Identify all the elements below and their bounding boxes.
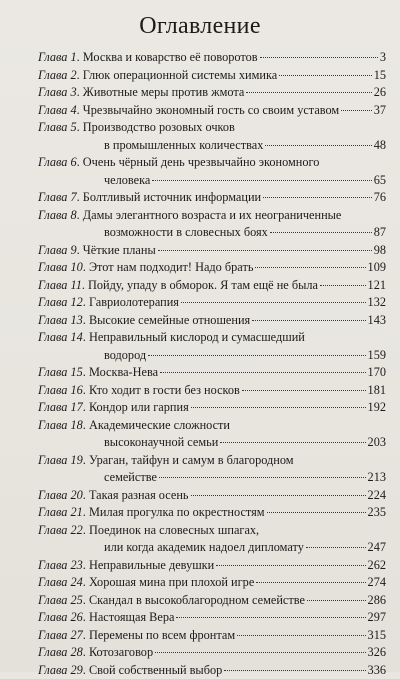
label-separator: . bbox=[83, 329, 89, 347]
chapter-title: Москва и коварство её поворотов bbox=[83, 49, 258, 67]
chapter-title: Свой собственный выбор bbox=[89, 662, 222, 679]
chapter-label: Глава 28 bbox=[38, 644, 83, 662]
chapter-label: Глава 27 bbox=[38, 627, 83, 645]
toc-entry-row bbox=[38, 67, 386, 85]
page-number: 235 bbox=[368, 504, 386, 522]
chapter-title-continuation bbox=[38, 347, 386, 365]
chapter-title: Очень чёрный день чрезвычайно экономного bbox=[83, 154, 320, 172]
dot-leader bbox=[242, 390, 366, 391]
page-number: 76 bbox=[374, 189, 386, 207]
dot-leader bbox=[191, 407, 366, 408]
label-separator: . bbox=[77, 102, 83, 120]
chapter-label: Глава 24 bbox=[38, 574, 83, 592]
toc-entry bbox=[38, 242, 386, 260]
chapter-label: Глава 1 bbox=[38, 49, 77, 67]
label-separator: . bbox=[83, 662, 89, 679]
toc-entry-row bbox=[38, 522, 386, 540]
toc-entry bbox=[38, 522, 386, 557]
page-number: 213 bbox=[368, 469, 386, 487]
chapter-title-line: высоконаучной семьи bbox=[104, 434, 218, 452]
dot-leader bbox=[255, 267, 365, 268]
page-number: 26 bbox=[374, 84, 386, 102]
chapter-label: Глава 4 bbox=[38, 102, 77, 120]
page-number: 181 bbox=[368, 382, 386, 400]
page-number: 247 bbox=[368, 539, 386, 557]
page-number: 121 bbox=[368, 277, 386, 295]
chapter-title: Милая прогулка по окрестностям bbox=[89, 504, 265, 522]
chapter-label: Глава 26 bbox=[38, 609, 83, 627]
label-separator: . bbox=[77, 242, 83, 260]
dot-leader bbox=[181, 302, 366, 303]
dot-leader bbox=[220, 442, 365, 443]
label-separator: . bbox=[83, 592, 89, 610]
chapter-title: Настоящая Вера bbox=[89, 609, 175, 627]
toc-entry-row bbox=[38, 662, 386, 679]
label-separator: . bbox=[77, 49, 83, 67]
chapter-title: Ураган, тайфун и самум в благородном bbox=[89, 452, 294, 470]
label-separator: . bbox=[83, 644, 89, 662]
page-number: 336 bbox=[368, 662, 386, 679]
toc-entry bbox=[38, 399, 386, 417]
chapter-title: Чёткие планы bbox=[83, 242, 156, 260]
toc-entry bbox=[38, 662, 386, 679]
chapter-label: Глава 29 bbox=[38, 662, 83, 679]
chapter-title: Котозаговор bbox=[89, 644, 153, 662]
chapter-title: Поединок на словесных шпагах, bbox=[89, 522, 259, 540]
chapter-title-continuation bbox=[38, 224, 386, 242]
dot-leader bbox=[320, 285, 366, 286]
toc-entry-row bbox=[38, 102, 386, 120]
page-number: 170 bbox=[368, 364, 386, 382]
chapter-title: Дамы элегантного возраста и их неограниченные bbox=[83, 207, 342, 225]
toc-entry-row bbox=[38, 364, 386, 382]
chapter-label: Глава 21 bbox=[38, 504, 83, 522]
chapter-title: Гавриолотерапия bbox=[89, 294, 179, 312]
label-separator: . bbox=[83, 417, 89, 435]
label-separator: . bbox=[77, 119, 83, 137]
toc-entry-row bbox=[38, 399, 386, 417]
chapter-title: Хорошая мина при плохой игре bbox=[89, 574, 254, 592]
toc-entry bbox=[38, 84, 386, 102]
chapter-label: Глава 8 bbox=[38, 207, 77, 225]
chapter-title: Пойду, упаду в обморок. Я там ещё не была bbox=[88, 277, 318, 295]
chapter-title: Неправильные девушки bbox=[89, 557, 214, 575]
dot-leader bbox=[176, 617, 365, 618]
label-separator: . bbox=[83, 522, 89, 540]
chapter-title: Кондор или гарпия bbox=[89, 399, 189, 417]
toc-entry bbox=[38, 592, 386, 610]
chapter-label: Глава 10 bbox=[38, 259, 83, 277]
label-separator: . bbox=[82, 277, 88, 295]
toc-entry bbox=[38, 102, 386, 120]
dot-leader bbox=[265, 145, 371, 146]
page-number: 286 bbox=[368, 592, 386, 610]
page-number: 3 bbox=[380, 49, 386, 67]
chapter-title: Болтливый источник информации bbox=[83, 189, 261, 207]
chapter-title: Такая разная осень bbox=[89, 487, 189, 505]
toc-entry-row bbox=[38, 49, 386, 67]
dot-leader bbox=[224, 670, 365, 671]
label-separator: . bbox=[83, 294, 89, 312]
label-separator: . bbox=[83, 574, 89, 592]
label-separator: . bbox=[83, 487, 89, 505]
chapter-title: Москва-Нева bbox=[89, 364, 158, 382]
chapter-title-continuation bbox=[38, 434, 386, 452]
chapter-label: Глава 20 bbox=[38, 487, 83, 505]
chapter-label: Глава 14 bbox=[38, 329, 83, 347]
dot-leader bbox=[155, 652, 365, 653]
toc-entry bbox=[38, 277, 386, 295]
chapter-title: Высокие семейные отношения bbox=[89, 312, 250, 330]
toc-entry-row bbox=[38, 207, 386, 225]
chapter-title: Животные меры против жмота bbox=[83, 84, 245, 102]
dot-leader bbox=[159, 477, 366, 478]
dot-leader bbox=[341, 110, 371, 111]
toc-entry-row bbox=[38, 417, 386, 435]
page-number: 224 bbox=[368, 487, 386, 505]
chapter-title: Неправильный кислород и сумасшедший bbox=[89, 329, 305, 347]
dot-leader bbox=[216, 565, 365, 566]
label-separator: . bbox=[83, 259, 89, 277]
toc-entry-row bbox=[38, 382, 386, 400]
label-separator: . bbox=[83, 557, 89, 575]
chapter-label: Глава 13 bbox=[38, 312, 83, 330]
toc-entry bbox=[38, 67, 386, 85]
chapter-title-line: водород bbox=[104, 347, 146, 365]
page-number: 159 bbox=[368, 347, 386, 365]
dot-leader bbox=[252, 320, 365, 321]
label-separator: . bbox=[83, 504, 89, 522]
chapter-label: Глава 3 bbox=[38, 84, 77, 102]
label-separator: . bbox=[77, 207, 83, 225]
page-number: 15 bbox=[374, 67, 386, 85]
chapter-title-continuation bbox=[38, 172, 386, 190]
toc-entry-row bbox=[38, 574, 386, 592]
chapter-title-line: или когда академик надоел дипломату bbox=[104, 539, 304, 557]
label-separator: . bbox=[77, 189, 83, 207]
label-separator: . bbox=[77, 154, 83, 172]
page-number: 315 bbox=[368, 627, 386, 645]
toc-entry bbox=[38, 49, 386, 67]
toc-entry bbox=[38, 627, 386, 645]
toc-entry-row bbox=[38, 312, 386, 330]
dot-leader bbox=[158, 250, 372, 251]
toc-entry bbox=[38, 312, 386, 330]
dot-leader bbox=[306, 547, 366, 548]
dot-leader bbox=[148, 355, 365, 356]
page-number: 297 bbox=[368, 609, 386, 627]
label-separator: . bbox=[77, 67, 83, 85]
chapter-label: Глава 25 bbox=[38, 592, 83, 610]
toc-entry-row bbox=[38, 452, 386, 470]
dot-leader bbox=[270, 232, 372, 233]
page-number: 132 bbox=[368, 294, 386, 312]
page-number: 203 bbox=[368, 434, 386, 452]
chapter-label: Глава 12 bbox=[38, 294, 83, 312]
toc-entry-row bbox=[38, 504, 386, 522]
toc-entry-row bbox=[38, 84, 386, 102]
chapter-title: Перемены по всем фронтам bbox=[89, 627, 235, 645]
toc-entry-row bbox=[38, 557, 386, 575]
toc-entry bbox=[38, 207, 386, 242]
toc-entry bbox=[38, 329, 386, 364]
toc-entry bbox=[38, 382, 386, 400]
dot-leader bbox=[260, 57, 378, 58]
dot-leader bbox=[191, 495, 366, 496]
chapter-title: Глюк операционной системы химика bbox=[83, 67, 277, 85]
chapter-label: Глава 18 bbox=[38, 417, 83, 435]
toc-entry bbox=[38, 557, 386, 575]
toc-entry bbox=[38, 609, 386, 627]
page-number: 65 bbox=[374, 172, 386, 190]
toc-entry bbox=[38, 574, 386, 592]
dot-leader bbox=[160, 372, 365, 373]
page-number: 262 bbox=[368, 557, 386, 575]
chapter-label: Глава 5 bbox=[38, 119, 77, 137]
toc-entry-row bbox=[38, 627, 386, 645]
dot-leader bbox=[279, 75, 371, 76]
chapter-title: Академические сложности bbox=[89, 417, 230, 435]
toc-entry-row bbox=[38, 592, 386, 610]
chapter-title-line: в промышленных количествах bbox=[104, 137, 263, 155]
chapter-title-line: возможности в словесных боях bbox=[104, 224, 268, 242]
toc-entry bbox=[38, 189, 386, 207]
dot-leader bbox=[263, 197, 372, 198]
toc-entry-row bbox=[38, 259, 386, 277]
chapter-title-continuation bbox=[38, 469, 386, 487]
label-separator: . bbox=[83, 452, 89, 470]
toc-entry-row bbox=[38, 329, 386, 347]
dot-leader bbox=[307, 600, 366, 601]
chapter-title-continuation bbox=[38, 137, 386, 155]
dot-leader bbox=[246, 92, 371, 93]
dot-leader bbox=[267, 512, 366, 513]
chapter-label: Глава 2 bbox=[38, 67, 77, 85]
chapter-title: Скандал в высокоблагородном семействе bbox=[89, 592, 305, 610]
dot-leader bbox=[152, 180, 371, 181]
chapter-label: Глава 23 bbox=[38, 557, 83, 575]
toc-entry-row bbox=[38, 294, 386, 312]
chapter-label: Глава 9 bbox=[38, 242, 77, 260]
chapter-title-line: человека bbox=[104, 172, 150, 190]
page-title: Оглавление bbox=[0, 12, 400, 40]
chapter-label: Глава 16 bbox=[38, 382, 83, 400]
toc-entry bbox=[38, 487, 386, 505]
toc-entry-row bbox=[38, 154, 386, 172]
page-number: 109 bbox=[368, 259, 386, 277]
page-number: 87 bbox=[374, 224, 386, 242]
table-of-contents bbox=[38, 49, 386, 679]
chapter-title-line: семействе bbox=[104, 469, 157, 487]
page-number: 37 bbox=[374, 102, 386, 120]
toc-entry bbox=[38, 119, 386, 154]
label-separator: . bbox=[83, 609, 89, 627]
toc-entry-row bbox=[38, 242, 386, 260]
toc-entry bbox=[38, 504, 386, 522]
chapter-label: Глава 7 bbox=[38, 189, 77, 207]
toc-entry-row bbox=[38, 189, 386, 207]
chapter-label: Глава 22 bbox=[38, 522, 83, 540]
toc-entry bbox=[38, 644, 386, 662]
chapter-title: Производство розовых очков bbox=[83, 119, 235, 137]
label-separator: . bbox=[77, 84, 83, 102]
toc-entry bbox=[38, 294, 386, 312]
toc-entry-row bbox=[38, 487, 386, 505]
chapter-label: Глава 15 bbox=[38, 364, 83, 382]
toc-entry bbox=[38, 259, 386, 277]
page-number: 274 bbox=[368, 574, 386, 592]
toc-entry bbox=[38, 452, 386, 487]
page-number: 98 bbox=[374, 242, 386, 260]
toc-entry bbox=[38, 417, 386, 452]
chapter-label: Глава 6 bbox=[38, 154, 77, 172]
toc-entry bbox=[38, 154, 386, 189]
chapter-title: Чрезвычайно экономный гость со своим уставом bbox=[83, 102, 339, 120]
label-separator: . bbox=[83, 364, 89, 382]
dot-leader bbox=[237, 635, 365, 636]
label-separator: . bbox=[83, 399, 89, 417]
chapter-title-continuation bbox=[38, 539, 386, 557]
chapter-label: Глава 19 bbox=[38, 452, 83, 470]
toc-entry-row bbox=[38, 119, 386, 137]
chapter-title: Этот нам подходит! Надо брать bbox=[89, 259, 254, 277]
toc-entry-row bbox=[38, 609, 386, 627]
chapter-label: Глава 17 bbox=[38, 399, 83, 417]
label-separator: . bbox=[83, 627, 89, 645]
dot-leader bbox=[256, 582, 365, 583]
page-number: 143 bbox=[368, 312, 386, 330]
chapter-label: Глава 11 bbox=[38, 277, 82, 295]
page-number: 192 bbox=[368, 399, 386, 417]
label-separator: . bbox=[83, 312, 89, 330]
toc-entry-row bbox=[38, 644, 386, 662]
chapter-title: Кто ходит в гости без носков bbox=[89, 382, 240, 400]
toc-entry-row bbox=[38, 277, 386, 295]
label-separator: . bbox=[83, 382, 89, 400]
toc-entry bbox=[38, 364, 386, 382]
page-number: 48 bbox=[374, 137, 386, 155]
page-number: 326 bbox=[368, 644, 386, 662]
